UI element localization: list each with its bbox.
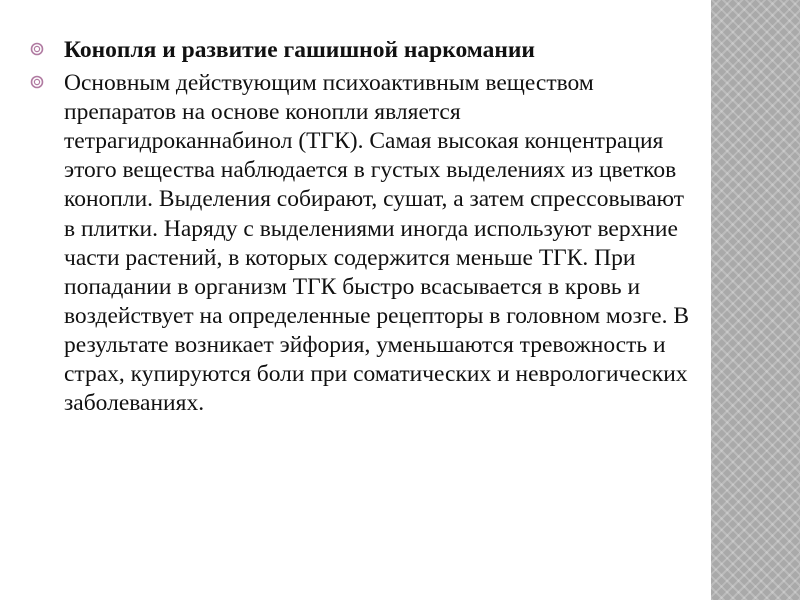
heading-text: Конопля и развитие гашишной наркомании <box>64 37 535 63</box>
ring-bullet-icon <box>30 42 44 56</box>
bullet-list <box>30 36 690 422</box>
decorative-side-band <box>711 0 800 600</box>
ring-bullet-icon <box>30 75 44 89</box>
list-item-body <box>30 69 690 418</box>
list-item-heading <box>30 36 690 65</box>
body-text: Основным действующим психоактивным веществом препаратов на основе конопли является тетрагидроканнабинол (ТГК). Самая высокая концентрация этого вещества наблюдается в густых выделениях из цветков конопли. Выделения собирают, сушат, а затем спрессовывают в плитки. Наряду с выделениями иногда используют верхние части растений, в которых содержится меньше ТГК. При попадании в организм ТГК быстро всасывается в кровь и воздействует на определенные рецепторы в головном мозге. В результате возникает эйфория, уменьшаются тревожность и страх, купируются боли при соматических и неврологических заболеваниях. <box>64 70 690 417</box>
